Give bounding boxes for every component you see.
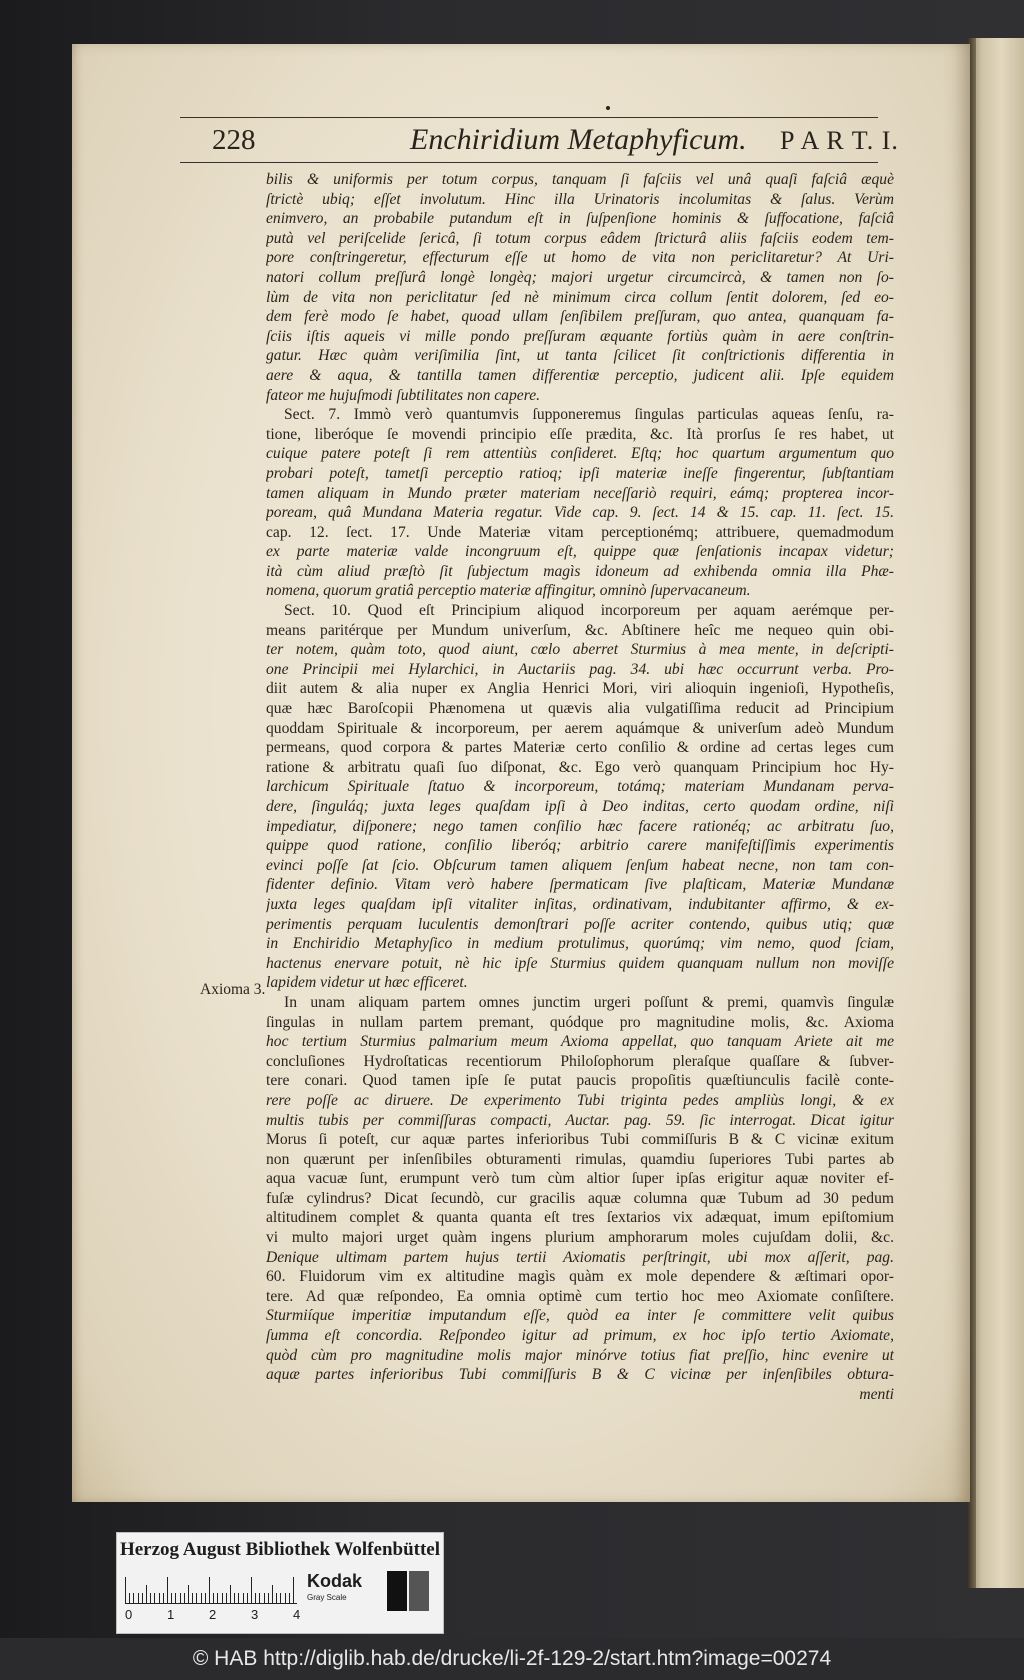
text-line: aquæ partes inferioribus Tubi commiſſuris B & C vicinæ per inſenſibiles obtura- <box>266 1366 894 1384</box>
text-line: ſtrictè ubiq; eſſet involutum. Hinc illa Urinatoris incolumitas & ſalus. Verùm <box>266 190 894 208</box>
text-line: concluſiones Hydroſtaticas recentiorum Philoſophorum pleraſque quaſſare & ſubver- <box>266 1052 894 1070</box>
text-line: nomena, quorum gratiâ perceptio materiæ affingitur, omninò ſupervacaneum. <box>266 582 751 600</box>
text-line: means paritérque per Mundum univerſum, &c. Abſtinere heîc me nequeo quin obi- <box>266 621 894 639</box>
text-line: fidenter definio. Vitam verò habere ſpermaticam ſive plaſticam, Materiæ Mundanæ <box>266 876 894 894</box>
text-line: ſumma eſt concordia. Reſpondeo igitur ad primum, ex hoc ipſo tertio Axiomate, <box>266 1327 894 1345</box>
ruler-tick <box>125 1577 126 1603</box>
library-name: Herzog August Bibliothek Wolfenbüttel <box>119 1539 441 1560</box>
text-line: Sturmiíque imperitiæ imputandum eſſe, quòd ea inter ſe committere velit quibus <box>266 1307 894 1325</box>
text-line: natori collum preſſurâ longè longèq; majori urgetur circumcircà, & tamen non ſo- <box>266 268 894 286</box>
text-line: evinci poſſe ſat ſcio. Obſcurum tamen aliquem ſenſum habeat necne, non tam con- <box>266 856 894 874</box>
text-line: Denique ultimam partem hujus tertii Axiomatis perſtringit, ubi mox aſſerit, pag. <box>266 1248 894 1266</box>
text-line: ratione & arbitratu quaſi ſuo diſponat, &c. Ego verò quanquam Principium hoc Hy- <box>266 758 894 776</box>
ruler-tick <box>180 1593 181 1603</box>
ruler-number: 2 <box>209 1607 217 1622</box>
text-line: tere. Ad quæ reſpondeo, Ea omnia optimè cum tertio hoc meo Axiomate conſiſtere. <box>266 1287 894 1305</box>
scale-ruler <box>125 1573 297 1604</box>
ruler-tick <box>226 1593 227 1603</box>
ruler-tick <box>259 1593 260 1603</box>
text-line: fuſæ cylindrus? Dicat ſecundò, cur gracilis aquæ columna quæ Tubum ad 30 pedum <box>266 1189 894 1207</box>
printer-dot <box>606 106 610 110</box>
text-line: lùm de vita non periclitatur ſed nè minimum circa collum ſentit dolorem, ſed eo- <box>266 288 894 306</box>
running-head: Enchiridium Metaphyficum. <box>410 123 747 156</box>
text-line: tamen aliquam in Mundo præter materiam neceſſariò requiri, eámq; propterea incor- <box>266 484 894 502</box>
ruler-tick <box>268 1593 269 1603</box>
text-line: quòd cùm pro magnitudine molis major minórve totius fiat preſſio, hinc evenire ut <box>266 1346 894 1364</box>
ruler-tick <box>289 1593 290 1603</box>
text-line: quæ hæc Baroſcopii Phænomena ut quævis alia vulgatiſſima reducit ad Principium <box>266 700 894 718</box>
text-line: quippe quod ratione, conſilio liberóq; arbitrio carere manifeſtiſſimis experimentis <box>266 837 894 855</box>
margin-note-axioma: Axioma 3. <box>200 981 266 998</box>
ruler-tick <box>129 1593 130 1603</box>
text-line: in Enchiridio Metaphyſico in medium protulimus, quorúmq; vim nemo, quod ſciam, <box>266 935 894 953</box>
text-line: ità cùm aliud præſtò ſit ſubjectum magìs idoneum ad exhibenda omnia illa Phæ- <box>266 562 894 580</box>
ruler-tick <box>217 1593 218 1603</box>
text-line: aere & aqua, & tantilla tamen differentiæ perceptio, judicent alii. Ipſe equidem <box>266 366 894 384</box>
text-line: ſciis iſtis aqueis vi mille pondo preſſuram æquante fortiùs quàm in aere conſtrin- <box>266 327 894 345</box>
text-line: cuique patere poteſt ſi rem attentiùs conſideret. Eſtq; hoc quartum argumentum quo <box>266 445 894 463</box>
ruler-tick <box>171 1593 172 1603</box>
ruler-tick <box>159 1593 160 1603</box>
text-line: In unam aliquam partem omnes junctim urgeri poſſunt & premi, quamvìs ſingulæ <box>284 993 894 1011</box>
text-line: 60. Fluidorum vim ex altitudine magìs quàm ex mole dependere & æſtimari opor- <box>266 1268 894 1286</box>
text-line: quoddam Spirituale & incorporeum, per aerem aquámque & univerſum adeò Mundum <box>266 719 894 737</box>
ruler-number: 3 <box>251 1607 259 1622</box>
ruler-number: 0 <box>125 1607 133 1622</box>
ruler-tick <box>150 1593 151 1603</box>
text-line: rere poſſe ac diruere. De experimento Tubi triginta pedes ampliùs longi, & ex <box>266 1091 894 1109</box>
text-line: dem ferè modo ſe habet, quoad ullam ſenſibilem preſſuram, quo antea, quanquam fa- <box>266 308 894 326</box>
ruler-number: 1 <box>167 1607 175 1622</box>
header-rule-bottom <box>180 162 878 163</box>
ruler-tick <box>192 1593 193 1603</box>
ruler-tick <box>251 1577 252 1603</box>
ruler-tick <box>205 1593 206 1603</box>
text-line: Morus ſi poteſt, cur aquæ partes inferioribus Tubi commiſſuris B & C vicinæ exitum <box>266 1131 894 1149</box>
text-line: dere, ſinguláq; juxta leges quaſdam ipſi à Deo inditas, certo quodam ordine, niſi <box>266 798 894 815</box>
ruler-tick <box>247 1593 248 1603</box>
text-line: aqua vacuæ ſunt, erumpunt verò tum cùm altior ſuper ipſas erigitur aquæ noviter ef- <box>266 1170 894 1188</box>
text-line: multis tubis per commiſſuras compacti, Auctar. pag. 59. ſic interrogat. Dicat igitur <box>266 1111 894 1129</box>
text-line: probari poteſt, tametſi perceptio ratioq; ipſi materiæ ineſſe fingerentur, ſubſtantiam <box>266 464 894 482</box>
ruler-tick <box>133 1593 134 1603</box>
text-line: bilis & uniformis per totum corpus, tanquam ſi faſciis vel unâ quaſi faſciâ æquè <box>266 171 894 188</box>
text-line: hactenus enervare potuit, nè hic ipſe Sturmius quidem quanquam nullum non moviſſe <box>266 954 894 972</box>
ruler-tick <box>146 1585 147 1603</box>
ruler-tick <box>276 1593 277 1603</box>
part-label: P A R T. I. <box>780 126 899 155</box>
next-page-edge <box>968 38 1024 1588</box>
text-line: tere conari. Quod tamen ipſe ſe putat paucis propoſitis quæſtiunculis facilè conte- <box>266 1072 894 1090</box>
color-target-card <box>116 1532 444 1634</box>
text-line: impediatur, diſponere; nego tamen conſilio hæc facere rationéq; ac arbitratu ſuo, <box>266 817 894 835</box>
text-line: perimentis perquam luculentis demonſtrari poſſe acriter contendo, quibus utiq; quæ <box>266 915 894 933</box>
text-line: tione, liberóque ſe movendi principio eſſe prædita, &c. Ità prorſus ſe res habet, ut <box>266 425 894 443</box>
ruler-tick <box>167 1577 168 1603</box>
page-number: 228 <box>212 124 256 156</box>
ruler-tick <box>184 1593 185 1603</box>
text-line: larchicum Spirituale ſtatuo & incorporeum, totámq; materiam Mundanam perva- <box>266 778 894 796</box>
ruler-tick <box>175 1593 176 1603</box>
source-url-footer: © HAB http://diglib.hab.de/drucke/li-2f-129-2/start.htm?image=00274 <box>192 1647 832 1670</box>
text-line: vi multo majori urget quàm ingens plurium amphorarum moles cujuſdam dolii, &c. <box>266 1229 894 1247</box>
ruler-tick <box>230 1585 231 1603</box>
text-line: hoc tertium Sturmius palmarium meum Axioma appellat, quo tanquam Ariete ait me <box>266 1033 894 1051</box>
ruler-tick <box>196 1593 197 1603</box>
text-line: gatur. Hæc quàm veriſimilia ſint, ut tanta ſcilicet ſit conſtrictionis differentia in <box>266 347 894 365</box>
text-line: menti <box>859 1385 894 1403</box>
ruler-tick <box>213 1593 214 1603</box>
kodak-logo: Kodak <box>307 1571 363 1591</box>
text-line: putà vel periſcelide ſericâ, ſi totum corpus eâdem ſtricturâ aliis faſciis eodem tem- <box>266 229 894 247</box>
text-line: juxta leges quaſdam ipſi vitaliter inſitas, ordinativam, indubitanter affirmo, & ex- <box>266 895 894 913</box>
text-line: ter notem, quàm toto, quod aiunt, cœlo aberret Sturmius à mea mente, in deſcripti- <box>266 641 894 659</box>
ruler-tick <box>234 1593 235 1603</box>
ruler-tick <box>264 1593 265 1603</box>
ruler-tick <box>163 1593 164 1603</box>
text-line: non quærunt per inſenſibiles obturamenti rimulas, quamdiu ſuperiores Tubi partes ab <box>266 1150 894 1168</box>
ruler-tick <box>154 1593 155 1603</box>
text-line: lapidem videtur ut hæc efficeret. <box>266 974 468 992</box>
text-line: fateor me hujuſmodi ſubtilitates non capere. <box>266 386 541 404</box>
text-line: diit autem & alia nuper ex Anglia Henrici Mori, viri alioquin ingenioſi, Hypotheſis, <box>266 680 894 698</box>
text-line: enimvero, an probabile putandum eſt in ſuſpenſione hominis & ſuffocatione, faſciâ <box>266 210 894 228</box>
ruler-tick <box>209 1577 210 1603</box>
text-line: permeans, quod corpora & partes Materiæ certo conſilio & ordine ad certas leges cum <box>266 739 894 757</box>
text-line: cap. 12. ſect. 17. Unde Materiæ vitam perceptionémq; attribuere, quemadmodum <box>266 523 894 541</box>
ruler-tick <box>138 1593 139 1603</box>
text-line: altitudinem complet & quanta quanta eſt tres ſextarios vix adæquat, imum epiſtomium <box>266 1209 894 1227</box>
ruler-tick <box>293 1577 294 1603</box>
gray-scale-label: Gray Scale <box>307 1593 347 1602</box>
ruler-number: 4 <box>293 1607 301 1622</box>
ruler-tick <box>188 1585 189 1603</box>
ruler-tick <box>243 1593 244 1603</box>
ruler-tick <box>222 1593 223 1603</box>
ruler-tick <box>272 1585 273 1603</box>
text-line: one Principii mei Hylarchici, in Auctariis pag. 34. ubi hæc occurrunt verba. Pro- <box>266 660 894 678</box>
gray-patch-mid <box>409 1571 429 1611</box>
gray-patch-dark <box>387 1571 407 1611</box>
text-line: poream, quâ Mundana Materia regatur. Vide cap. 9. ſect. 14 & 15. cap. 11. ſect. 15. <box>266 504 894 522</box>
ruler-tick <box>238 1593 239 1603</box>
text-line: ſingulas in nullam partem premant, quódque pro magnitudine molis, &c. Axioma <box>266 1013 894 1031</box>
text-line: Sect. 10. Quod eſt Principium aliquod incorporeum per aquam aerémque per- <box>284 602 894 620</box>
text-line: pore conſtringeretur, effecturum eſſe ut homo de vita non periclitaretur? At Uri- <box>266 249 894 267</box>
ruler-tick <box>201 1593 202 1603</box>
page-body-text <box>266 170 894 1404</box>
text-line: ex parte materiæ valde incongruum eſt, quippe quæ ſenſationis incapax videtur; <box>266 543 894 561</box>
text-line: Sect. 7. Immò verò quantumvis ſupponeremus ſingulas particulas aqueas ſenſu, ra- <box>284 406 894 424</box>
ruler-tick <box>255 1593 256 1603</box>
ruler-tick <box>285 1593 286 1603</box>
ruler-tick <box>142 1593 143 1603</box>
header-rule-top <box>180 117 878 118</box>
ruler-tick <box>280 1593 281 1603</box>
